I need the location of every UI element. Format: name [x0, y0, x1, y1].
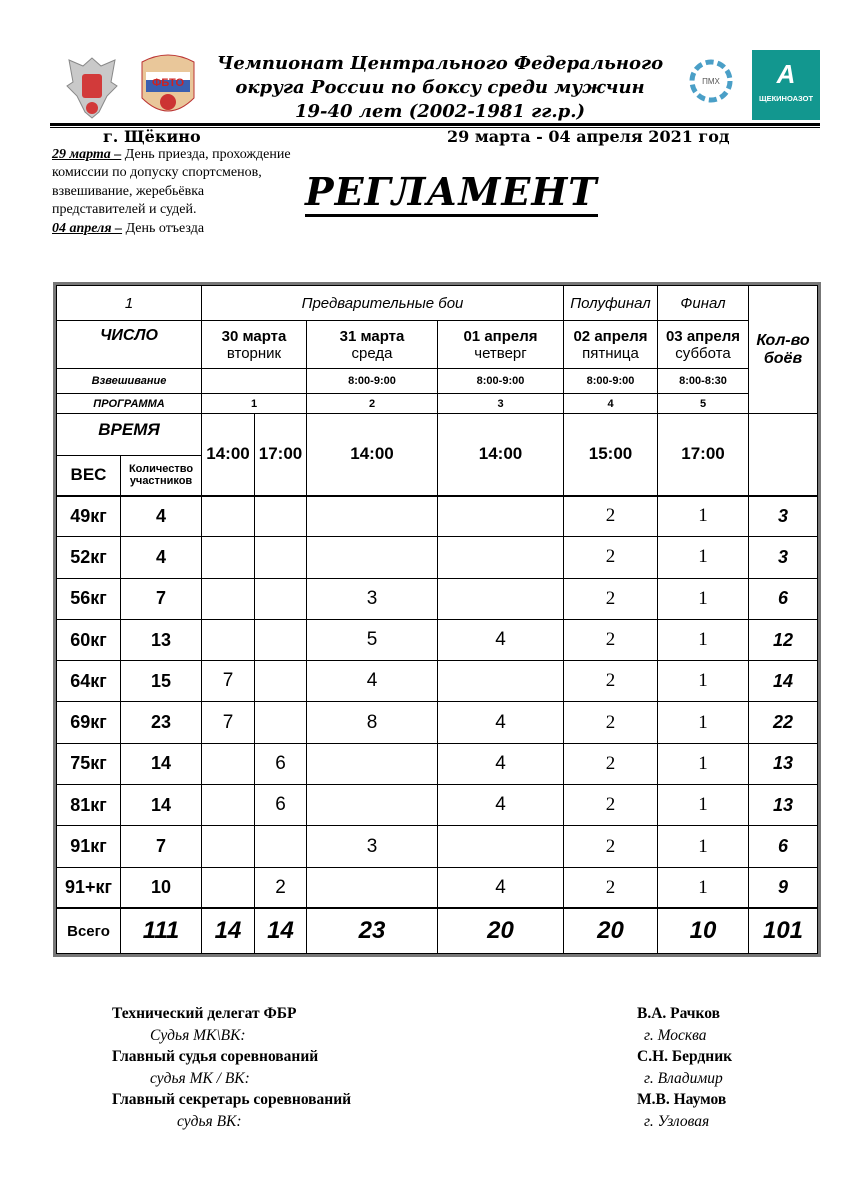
- weight-row: [57, 743, 818, 784]
- bouts-cell: 1: [658, 661, 749, 702]
- bouts-cell: 1: [658, 496, 749, 537]
- weight-row: [57, 496, 818, 537]
- bouts-cell: [202, 826, 255, 867]
- bouts-total: 12: [749, 619, 818, 660]
- bouts-cell: [438, 578, 564, 619]
- weight-class: 81кг: [57, 785, 121, 826]
- day-weekday: пятница: [582, 344, 639, 362]
- signatory-name: В.А. Рачков: [637, 1005, 720, 1022]
- stage-semifinal: Полуфинал: [564, 286, 658, 321]
- weigh-in-time: 8:00-9:00: [307, 369, 438, 394]
- signature-role-line: [112, 1089, 752, 1111]
- bouts-cell: [438, 496, 564, 537]
- total-bouts: 101: [749, 908, 818, 953]
- bouts-cell: 1: [658, 867, 749, 908]
- weight-class: 64кг: [57, 661, 121, 702]
- day-date: 31 марта: [339, 327, 405, 345]
- weight-class: 91кг: [57, 826, 121, 867]
- day-header: [438, 321, 564, 369]
- bouts-cell: 2: [564, 578, 658, 619]
- signatory-name: М.В. Наумов: [637, 1091, 727, 1108]
- day-date: 30 марта: [221, 327, 287, 345]
- bouts-header: Кол-во боёв: [749, 286, 818, 414]
- bouts-total: 6: [749, 578, 818, 619]
- bouts-cell: [255, 578, 307, 619]
- bouts-cell: 2: [564, 496, 658, 537]
- weigh-in-time: 8:00-9:00: [438, 369, 564, 394]
- bouts-cell: 6: [255, 785, 307, 826]
- weight-row: [57, 537, 818, 578]
- stage-final: Финал: [658, 286, 749, 321]
- signatory-name: С.Н. Бердник: [637, 1048, 733, 1065]
- day-header: [307, 321, 438, 369]
- bouts-cell: 1: [658, 702, 749, 743]
- judge-category: судья ВК:: [177, 1112, 242, 1130]
- weigh-in-time: 8:00-9:00: [564, 369, 658, 394]
- weight-label: ВЕС: [57, 456, 121, 496]
- bouts-total: 3: [749, 537, 818, 578]
- weight-row: [57, 785, 818, 826]
- bouts-cell: 2: [564, 537, 658, 578]
- total-row: [57, 908, 818, 953]
- bouts-cell: [307, 867, 438, 908]
- bouts-cell: [307, 496, 438, 537]
- pmh-logo: [688, 58, 734, 104]
- judge-category: судья МК / ВК:: [150, 1069, 250, 1087]
- bouts-cell: 2: [564, 867, 658, 908]
- bouts-cell: [438, 661, 564, 702]
- participant-count: 13: [121, 619, 202, 660]
- program-number: 5: [658, 394, 749, 414]
- schedule-notes: [52, 146, 292, 238]
- participant-count: 14: [121, 743, 202, 784]
- total-cell: 20: [438, 908, 564, 953]
- program-number: 2: [307, 394, 438, 414]
- bouts-cell: [307, 743, 438, 784]
- title-line-1: Чемпионат Центрального Федерального: [216, 53, 664, 74]
- day-date: 01 апреля: [463, 327, 538, 345]
- bouts-cell: [202, 537, 255, 578]
- bouts-cell: [255, 496, 307, 537]
- bouts-cell: [307, 785, 438, 826]
- title-line-3: 19-40 лет (2002-1981 гг.р.): [294, 101, 586, 122]
- signatory-role: Главный судья соревнований: [112, 1048, 319, 1065]
- note-arrival-text: День приезда, прохождение комиссии по допуску спортсменов, взвешивание, жеребьёвка представителей и судей.: [52, 147, 291, 218]
- signatory-role: Главный секретарь соревнований: [112, 1091, 352, 1108]
- bouts-cell: [438, 826, 564, 867]
- weight-class: 52кг: [57, 537, 121, 578]
- weigh-in-time: 8:00-8:30: [658, 369, 749, 394]
- total-cell: 14: [202, 908, 255, 953]
- signature-sub-line: [112, 1068, 752, 1090]
- bouts-cell: [255, 702, 307, 743]
- day-header: [564, 321, 658, 369]
- bouts-cell: 2: [564, 826, 658, 867]
- participant-count: 4: [121, 496, 202, 537]
- participant-count: 7: [121, 826, 202, 867]
- bouts-cell: 4: [307, 661, 438, 702]
- bouts-cell: 2: [564, 702, 658, 743]
- svg-text:ФБТО: ФБТО: [151, 77, 185, 89]
- participant-count: 4: [121, 537, 202, 578]
- bouts-cell: 1: [658, 578, 749, 619]
- bouts-cell: [307, 537, 438, 578]
- bouts-cell: 8: [307, 702, 438, 743]
- bouts-time-empty: [749, 414, 818, 496]
- participant-count: 14: [121, 785, 202, 826]
- day-date: 03 апреля: [665, 327, 741, 345]
- bouts-cell: 2: [564, 785, 658, 826]
- bouts-cell: [255, 826, 307, 867]
- bouts-cell: 1: [658, 619, 749, 660]
- signatory-role: Технический делегат ФБР: [112, 1005, 297, 1022]
- signature-sub-line: [112, 1025, 752, 1047]
- header-divider: [50, 123, 820, 126]
- signatory-city: г. Москва: [644, 1026, 707, 1044]
- signature-role-line: [112, 1003, 752, 1025]
- bouts-cell: [255, 661, 307, 702]
- weight-class: 75кг: [57, 743, 121, 784]
- bouts-cell: [202, 785, 255, 826]
- signatures: [112, 1003, 752, 1132]
- bouts-cell: [202, 619, 255, 660]
- weight-row: [57, 661, 818, 702]
- bouts-cell: 4: [438, 867, 564, 908]
- session-time: 14:00: [202, 414, 255, 496]
- date-label: ЧИСЛО: [57, 321, 202, 369]
- document-title: РЕГЛАМЕНТ: [305, 170, 598, 217]
- note-departure-date: 04 апреля –: [52, 220, 123, 236]
- time-label: ВРЕМЯ: [57, 414, 202, 456]
- bouts-cell: [202, 867, 255, 908]
- bouts-total: 13: [749, 785, 818, 826]
- total-label: Всего: [57, 908, 121, 953]
- bouts-cell: 2: [255, 867, 307, 908]
- judge-category: Судья МК\ВК:: [150, 1026, 246, 1044]
- session-time: 14:00: [307, 414, 438, 496]
- day-weekday: четверг: [474, 344, 527, 362]
- bouts-cell: 3: [307, 826, 438, 867]
- bouts-cell: 4: [438, 619, 564, 660]
- total-cell: 23: [307, 908, 438, 953]
- bouts-cell: 1: [658, 826, 749, 867]
- weight-class: 56кг: [57, 578, 121, 619]
- shchekinoazot-logo: A ЩЕКИНОАЗОТ: [752, 50, 820, 120]
- note-departure-text: День отъезда: [122, 220, 205, 236]
- day-weekday: среда: [351, 344, 393, 362]
- note-arrival-date: 29 марта –: [52, 147, 122, 162]
- bouts-cell: 1: [658, 785, 749, 826]
- program-number: 1: [202, 394, 307, 414]
- day-header: [658, 321, 749, 369]
- bouts-total: 3: [749, 496, 818, 537]
- weight-class: 69кг: [57, 702, 121, 743]
- svg-text:ПМХ: ПМХ: [702, 77, 720, 86]
- bouts-cell: [202, 743, 255, 784]
- signature-role-line: [112, 1046, 752, 1068]
- corner-cell: 1: [57, 286, 202, 321]
- session-time: 17:00: [255, 414, 307, 496]
- weight-class: 91+кг: [57, 867, 121, 908]
- total-count: 111: [121, 908, 202, 953]
- bouts-cell: [255, 537, 307, 578]
- total-cell: 20: [564, 908, 658, 953]
- bouts-cell: 2: [564, 743, 658, 784]
- bouts-total: 14: [749, 661, 818, 702]
- weight-row: [57, 867, 818, 908]
- signatory-city: г. Владимир: [644, 1069, 723, 1087]
- session-time: 17:00: [658, 414, 749, 496]
- session-time: 15:00: [564, 414, 658, 496]
- bouts-cell: [255, 619, 307, 660]
- count-label: Количество участников: [121, 456, 202, 496]
- weight-class: 49кг: [57, 496, 121, 537]
- total-cell: 10: [658, 908, 749, 953]
- bouts-cell: 7: [202, 661, 255, 702]
- schedule-table: [56, 285, 818, 954]
- bouts-cell: 7: [202, 702, 255, 743]
- day-weekday: суббота: [675, 344, 731, 362]
- stage-prelim: Предварительные бои: [202, 286, 564, 321]
- total-cell: 14: [255, 908, 307, 953]
- title-line-2: округа России по боксу среди мужчин: [235, 77, 645, 98]
- bouts-total: 6: [749, 826, 818, 867]
- bouts-total: 9: [749, 867, 818, 908]
- championship-title: [200, 52, 680, 124]
- participant-count: 10: [121, 867, 202, 908]
- participant-count: 7: [121, 578, 202, 619]
- bouts-cell: 5: [307, 619, 438, 660]
- weight-class: 60кг: [57, 619, 121, 660]
- bouts-cell: 2: [564, 661, 658, 702]
- bouts-cell: [202, 578, 255, 619]
- bouts-cell: 4: [438, 743, 564, 784]
- bouts-cell: 4: [438, 702, 564, 743]
- weight-row: [57, 702, 818, 743]
- program-number: 3: [438, 394, 564, 414]
- bouts-total: 22: [749, 702, 818, 743]
- weigh-in-label: Взвешивание: [91, 375, 167, 387]
- event-dates: 29 марта - 04 апреля 2021 год: [447, 127, 730, 146]
- city: г. Щёкино: [103, 127, 201, 146]
- bouts-cell: 4: [438, 785, 564, 826]
- ministry-emblem-logo: [63, 52, 121, 120]
- bouts-cell: [438, 537, 564, 578]
- weigh-in-time: [202, 369, 307, 394]
- day-date: 02 апреля: [573, 327, 648, 345]
- session-time: 14:00: [438, 414, 564, 496]
- signature-sub-line: [112, 1111, 752, 1133]
- program-label: ПРОГРАММА: [93, 397, 165, 410]
- signatory-city: г. Узловая: [644, 1112, 710, 1130]
- day-weekday: вторник: [226, 344, 282, 362]
- bouts-cell: 2: [564, 619, 658, 660]
- bouts-cell: 1: [658, 537, 749, 578]
- bouts-cell: [202, 496, 255, 537]
- bouts-total: 13: [749, 743, 818, 784]
- boxing-federation-logo: [138, 48, 198, 124]
- weight-row: [57, 826, 818, 867]
- weight-row: [57, 619, 818, 660]
- bouts-cell: 3: [307, 578, 438, 619]
- participant-count: 23: [121, 702, 202, 743]
- bouts-cell: 6: [255, 743, 307, 784]
- weight-row: [57, 578, 818, 619]
- program-number: 4: [564, 394, 658, 414]
- bouts-cell: 1: [658, 743, 749, 784]
- participant-count: 15: [121, 661, 202, 702]
- day-header: [202, 321, 307, 369]
